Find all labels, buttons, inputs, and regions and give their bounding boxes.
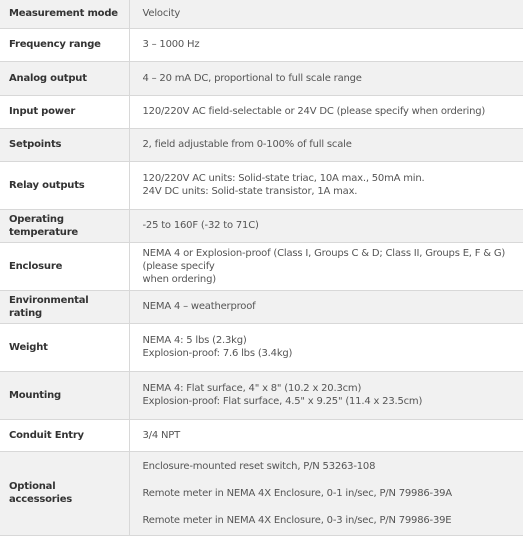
spec-value-line: NEMA 4: Flat surface, 4" x 8" (10.2 x 20.3cm) [142, 383, 362, 394]
spec-value-line: when ordering) [142, 273, 216, 285]
spec-label: Frequency range [0, 28, 129, 61]
spec-value-line: 2, field adjustable from 0-100% of full scale [142, 139, 352, 150]
spec-value-line: 4 – 20 mA DC, proportional to full scale range [142, 72, 362, 84]
spec-row-operating-temperature [0, 209, 523, 242]
spec-label: Weight [0, 323, 129, 371]
spec-value [129, 323, 523, 371]
spec-row-optional-accessories [0, 451, 523, 535]
spec-value-line: NEMA 4: 5 lbs (2.3kg) [142, 335, 247, 346]
spec-row-analog-output [0, 61, 523, 95]
spec-row-weight [0, 323, 523, 371]
spec-label: Mounting [0, 371, 129, 419]
spec-row-measurement-mode [0, 0, 523, 28]
spec-label: Analog output [0, 61, 129, 95]
spec-value [129, 28, 523, 61]
spec-row-input-power [0, 95, 523, 128]
spec-value-line: Explosion-proof: 7.6 lbs (3.4kg) [142, 348, 293, 359]
spec-value-line: Explosion-proof: Flat surface, 4.5" x 9.25" (11.4 x 23.5cm) [142, 396, 423, 407]
spec-row-setpoints [0, 128, 523, 161]
spec-row-relay-outputs [0, 161, 523, 209]
spec-value-line: Velocity [142, 8, 181, 20]
spec-label: Setpoints [0, 128, 129, 161]
spec-row-conduit-entry [0, 419, 523, 451]
spec-value [129, 242, 523, 290]
spec-value [129, 128, 523, 161]
spec-row-frequency-range [0, 28, 523, 61]
spec-value [129, 0, 523, 28]
spec-label: Input power [0, 95, 129, 128]
spec-value [129, 161, 523, 209]
spec-value-line: 3 – 1000 Hz [142, 39, 200, 50]
accessory-item: Enclosure-mounted reset switch, P/N 53263-108 [142, 460, 376, 472]
spec-value [129, 209, 523, 242]
spec-value-line: 24V DC units: Solid-state transistor, 1A max. [142, 186, 358, 197]
spec-label: Relay outputs [0, 161, 129, 209]
spec-value-line: 120/220V AC field-selectable or 24V DC (please specify when ordering) [142, 106, 486, 117]
spec-value-line: -25 to 160F (-32 to 71C) [142, 220, 259, 231]
spec-row-environmental-rating [0, 290, 523, 323]
spec-label: Enclosure [0, 242, 129, 290]
spec-label: Optional accessories [0, 451, 129, 535]
spec-value-line: NEMA 4 – weatherproof [142, 301, 256, 312]
spec-row-mounting [0, 371, 523, 419]
accessory-item: Remote meter in NEMA 4X Enclosure, 0-1 in/sec, P/N 79986-39A [142, 487, 452, 499]
spec-value [129, 419, 523, 451]
spec-label: Operating temperature [0, 209, 129, 242]
spec-value-line: 120/220V AC units: Solid-state triac, 10A max., 50mA min. [142, 173, 425, 184]
accessory-item: Remote meter in NEMA 4X Enclosure, 0-3 in/sec, P/N 79986-39E [142, 514, 452, 526]
spec-label: Environmental rating [0, 290, 129, 323]
spec-value [129, 451, 523, 535]
spec-row-enclosure [0, 242, 523, 290]
spec-value [129, 95, 523, 128]
spec-value-line: NEMA 4 or Explosion-proof (Class I, Groups C & D; Class II, Groups E, F & G)(please specify [142, 247, 506, 272]
spec-value [129, 371, 523, 419]
spec-value [129, 290, 523, 323]
spec-value [129, 61, 523, 95]
spec-label: Measurement mode [0, 0, 129, 28]
spec-label: Conduit Entry [0, 419, 129, 451]
spec-value-line: 3/4 NPT [142, 429, 180, 441]
